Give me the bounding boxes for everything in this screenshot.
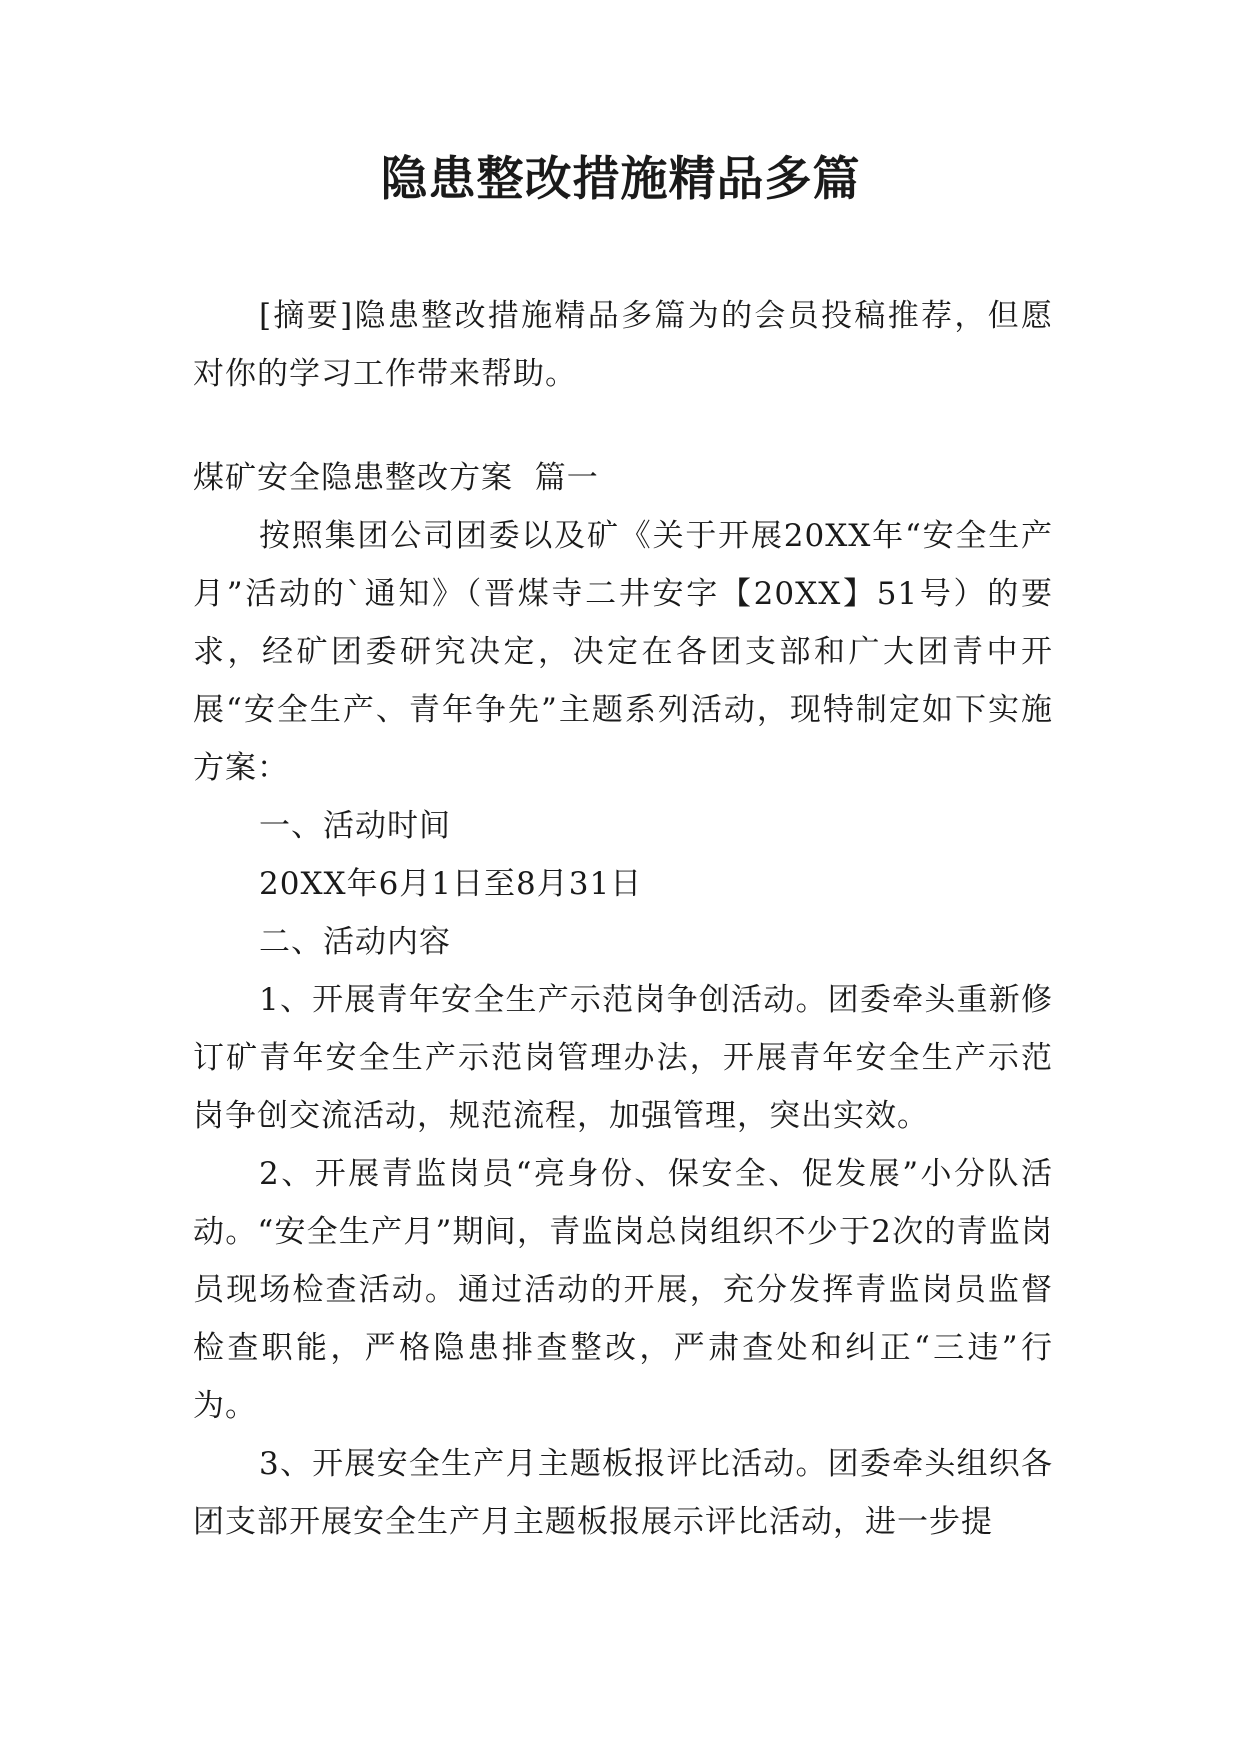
body-paragraph-intro: 按照集团公司团委以及矿《关于开展20XX年“安全生产月”活动的`通知》（晋煤寺二井安字【20XX】51号）的要求，经矿团委研究决定，决定在各团支部和广大团青中开展“安全生产、青年争先”主题系列活动，现特制定如下实施方案： <box>193 518 1053 786</box>
body-paragraph-item-2: 2、开展青监岗员“亮身份、保安全、促发展”小分队活动。“安全生产月”期间，青监岗总岗组织不少于2次的青监岗员现场检查活动。通过活动的开展，充分发挥青监岗员监督检查职能，严格隐患排查整改，严肃查处和纠正“三违”行为。 <box>193 1156 1053 1424</box>
activity-date-range: 20XX年6月1日至8月31日 <box>259 866 643 902</box>
body-paragraph-item-1: 1、开展青年安全生产示范岗争创活动。团委牵头重新修订矿青年安全生产示范岗管理办法，开展青年安全生产示范岗争创交流活动，规范流程，加强管理，突出实效。 <box>193 982 1053 1134</box>
abstract-paragraph: [摘要]隐患整改措施精品多篇为的会员投稿推荐，但愿对你的学习工作带来帮助。 <box>193 298 1053 392</box>
heading-activity-content: 二、活动内容 <box>259 924 451 960</box>
document-body <box>193 287 1053 1551</box>
body-paragraph-item-3: 3、开展安全生产月主题板报评比活动。团委牵头组织各团支部开展安全生产月主题板报展示评比活动，进一步提 <box>193 1446 1053 1540</box>
document-title: 隐患整改措施精品多篇 <box>380 152 861 207</box>
heading-activity-time: 一、活动时间 <box>259 808 451 844</box>
section-heading: 煤矿安全隐患整改方案 篇一 <box>193 460 599 496</box>
